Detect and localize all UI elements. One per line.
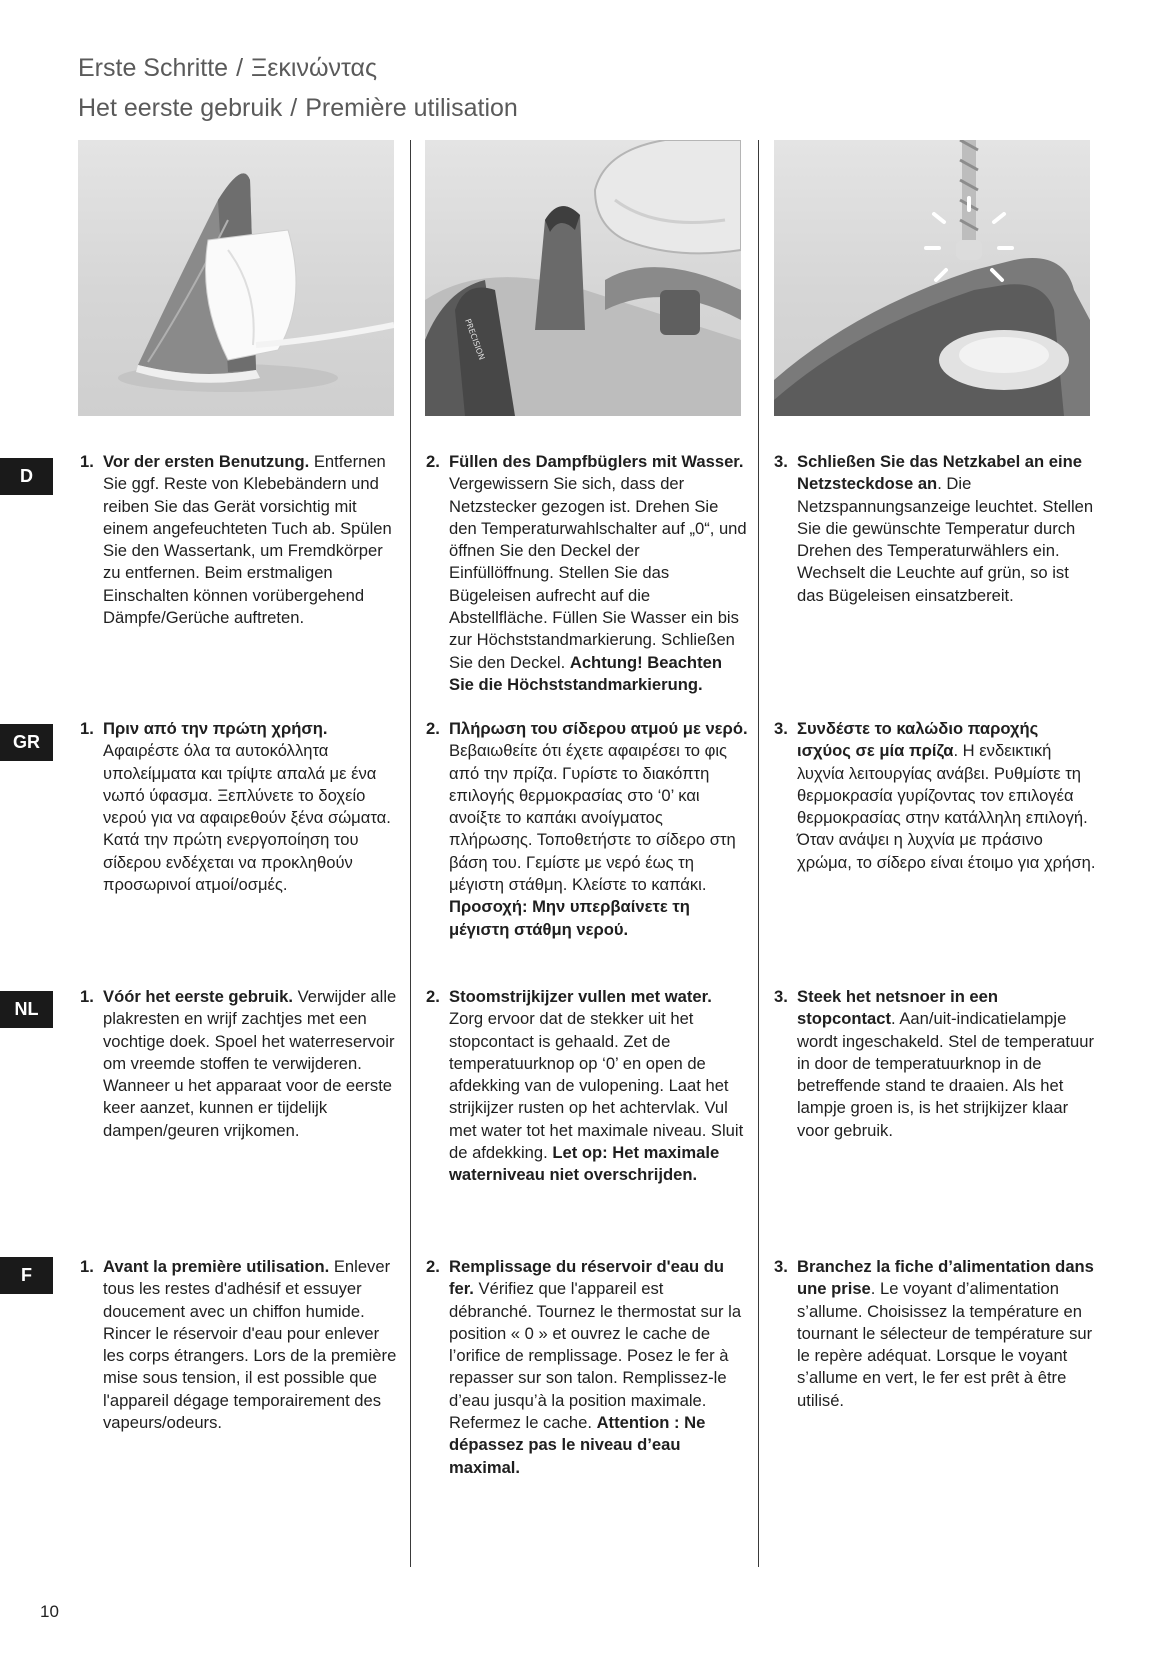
column-divider	[758, 140, 759, 1567]
header-line-2	[78, 88, 518, 128]
title-nl: Het eerste gebruik	[78, 94, 283, 122]
step-fr-1	[80, 1256, 402, 1434]
title-gr: Ξεκινώντας	[251, 54, 378, 82]
title-de: Erste Schritte	[78, 54, 229, 82]
step-title: Steek het netsnoer in een stopcontact	[797, 987, 999, 1029]
step-title: Πλήρωση του σίδερου ατμού με νερό.	[449, 719, 748, 738]
page-header	[78, 48, 518, 128]
step-nl-1	[80, 986, 402, 1142]
iron-brand-label: PRECISION	[463, 317, 487, 362]
step-number: 3.	[774, 452, 788, 471]
iron-power-cord-illustration	[774, 140, 1090, 416]
step-number: 2.	[426, 987, 440, 1006]
step-title: Συνδέστε το καλώδιο παροχής ισχύος σε μία πρίζα	[797, 719, 1039, 761]
step-title: Branchez la fiche d’alimentation dans une prise	[797, 1257, 1094, 1299]
step-number: 3.	[774, 719, 788, 738]
step-text: Enlever tous les restes d'adhésif et essuyer doucement avec un chiffon humide. Rincer le réservoir d'eau pour enlever les corps étrangers. Lors de la première mise sous tension, il est possible que l'appareil dégage temporairement des vapeurs/odeurs.	[103, 1257, 397, 1433]
step-gr-2	[426, 718, 748, 941]
step-number: 1.	[80, 452, 94, 471]
step-title: Avant la première utilisation.	[103, 1257, 330, 1276]
step-number: 1.	[80, 719, 94, 738]
column-divider	[410, 140, 411, 1567]
step-number: 3.	[774, 1257, 788, 1276]
step-de-2	[426, 451, 748, 696]
step-nl-2	[426, 986, 748, 1187]
step-text: Entfernen Sie ggf. Reste von Klebebändern und reiben Sie das Gerät vorsichtig mit einem angefeuchteten Tuch ab. Spülen Sie den Wassertank, um Fremdkörper zu entfernen. Beim erstmaligen Einschalten können vorübergehend Dämpfe/Gerüche auftreten.	[103, 452, 392, 628]
page-number: 10	[40, 1602, 59, 1621]
step-gr-1	[80, 718, 402, 896]
step-text: Zorg ervoor dat de stekker uit het stopcontact is gehaald. Zet de temperatuurknop op ‘0’ en open de afdekking van de vulopening. Laat het strijkijzer rusten op het achtervlak. Vul met water tot het maximale niveau. Sluit de afdekking.	[449, 1009, 744, 1163]
title-separator: /	[290, 94, 298, 122]
step-number: 1.	[80, 987, 94, 1006]
step-text: Vérifiez que l'appareil est débranché. Tournez le thermostat sur la position « 0 » et ouvrez le cache de l’orifice de remplissage. Posez le fer à repasser sur son talon. Remplissez-le d’eau jusqu’à la position maximale. Refermez le cache.	[449, 1279, 742, 1433]
step-title: Remplissage du réservoir d'eau du fer.	[449, 1257, 725, 1299]
step-de-1	[80, 451, 402, 629]
step-text: . Le voyant d’alimentation s’allume. Choisissez la température en tournant le sélecteur de température sur le repère adéquat. Lorsque le voyant s’allume en vert, le fer est prêt à être utilisé.	[797, 1279, 1093, 1410]
step-title: Πριν από την πρώτη χρήση.	[103, 719, 328, 738]
step-text: Vergewissern Sie sich, dass der Netzstecker gezogen ist. Drehen Sie den Temperaturwahlschalter auf „0“, und öffnen Sie den Deckel der Einfüllöffnung. Stellen Sie das Bügeleisen aufrecht auf die Abstellfläche. Füllen Sie Wasser ein bis zur Höchststandmarkierung. Schließen Sie den Deckel.	[449, 474, 747, 672]
step-title: Vóór het eerste gebruik.	[103, 987, 293, 1006]
step-gr-3	[774, 718, 1096, 874]
iron-filling-water-illustration	[425, 140, 741, 416]
step-warning: Attention : Ne dépassez pas le niveau d’eau maximal.	[449, 1413, 706, 1477]
step-text: Βεβαιωθείτε ότι έχετε αφαιρέσει το φις από την πρίζα. Γυρίστε το διακόπτη επιλογής θερμοκρασίας στο ‘0’ και ανοίξτε το καπάκι ανοίγματος πλήρωσης. Τοποθετήστε το σίδερο στη βάση του. Γεμίστε με νερό έως τη μέγιστη στάθμη. Κλείστε το καπάκι.	[449, 741, 736, 895]
photo-iron-filling	[425, 140, 741, 416]
step-text: . Η ενδεικτική λυχνία λειτουργίας ανάβει. Ρυθμίστε τη θερμοκρασία γυρίζοντας τον επιλογέα θερμοκρασίας στην κατάλληλη επιλογή. Όταν ανάψει η λυχνία με πράσινο χρώμα, το σίδερο είναι έτοιμο για χρήση.	[797, 741, 1096, 872]
iron-with-cloth-illustration	[78, 140, 394, 416]
step-warning: Προσοχή: Μην υπερβαίνετε τη μέγιστη στάθμη νερού.	[449, 897, 690, 939]
step-text: Verwijder alle plakresten en wrijf zachtjes met een vochtige doek. Spoel het waterreservoir om vreemde stoffen te verwijderen. Wanneer u het apparaat voor de eerste keer aanzet, kunnen er tijdelijk dampen/geuren vrijkomen.	[103, 987, 397, 1140]
step-number: 2.	[426, 1257, 440, 1276]
language-badge-gr: GR	[0, 724, 53, 761]
language-badge-fr: F	[0, 1257, 53, 1294]
step-nl-3	[774, 986, 1096, 1142]
step-text: . Aan/uit-indicatielampje wordt ingeschakeld. Stel de temperatuur in door de temperatuurknop in de betreffende stand te draaien. Als het lampje groen is, is het strijkijzer klaar voor gebruik.	[797, 1009, 1095, 1140]
title-separator: /	[236, 54, 244, 82]
step-title: Vor der ersten Benutzung.	[103, 452, 310, 471]
step-text: Αφαιρέστε όλα τα αυτοκόλλητα υπολείμματα και τρίψτε απαλά με ένα νωπό ύφασμα. Ξεπλύνετε το δοχείο νερού για να αφαιρεθούν ξένα σώματα. Κατά την πρώτη ενεργοποίηση του σίδερου ενδέχεται να προκληθούν προσωρινοί ατμοί/οσμές.	[103, 741, 391, 895]
step-number: 2.	[426, 452, 440, 471]
step-warning: Let op: Het maximale waterniveau niet overschrijden.	[449, 1143, 720, 1185]
step-number: 3.	[774, 987, 788, 1006]
step-text: . Die Netzspannungsanzeige leuchtet. Stellen Sie die gewünschte Temperatur durch Drehen des Temperaturwählers ein. Wechselt die Leuchte auf grün, so ist das Bügeleisen einsatzbereit.	[797, 474, 1094, 605]
photo-iron-cleaning	[78, 140, 394, 416]
step-fr-2	[426, 1256, 748, 1479]
step-title: Stoomstrijkijzer vullen met water.	[449, 987, 712, 1006]
title-fr: Première utilisation	[305, 94, 518, 122]
language-badge-de: D	[0, 458, 53, 495]
step-de-3	[774, 451, 1096, 607]
step-title: Schließen Sie das Netzkabel an eine Netzsteckdose an	[797, 452, 1082, 494]
step-title: Füllen des Dampfbüglers mit Wasser.	[449, 452, 744, 471]
photo-iron-plugged	[774, 140, 1090, 416]
step-warning: Achtung! Beachten Sie die Höchststandmarkierung.	[449, 652, 722, 694]
step-fr-3	[774, 1256, 1096, 1412]
language-badge-nl: NL	[0, 991, 53, 1028]
step-number: 2.	[426, 719, 440, 738]
step-number: 1.	[80, 1257, 94, 1276]
header-line-1	[78, 48, 518, 88]
